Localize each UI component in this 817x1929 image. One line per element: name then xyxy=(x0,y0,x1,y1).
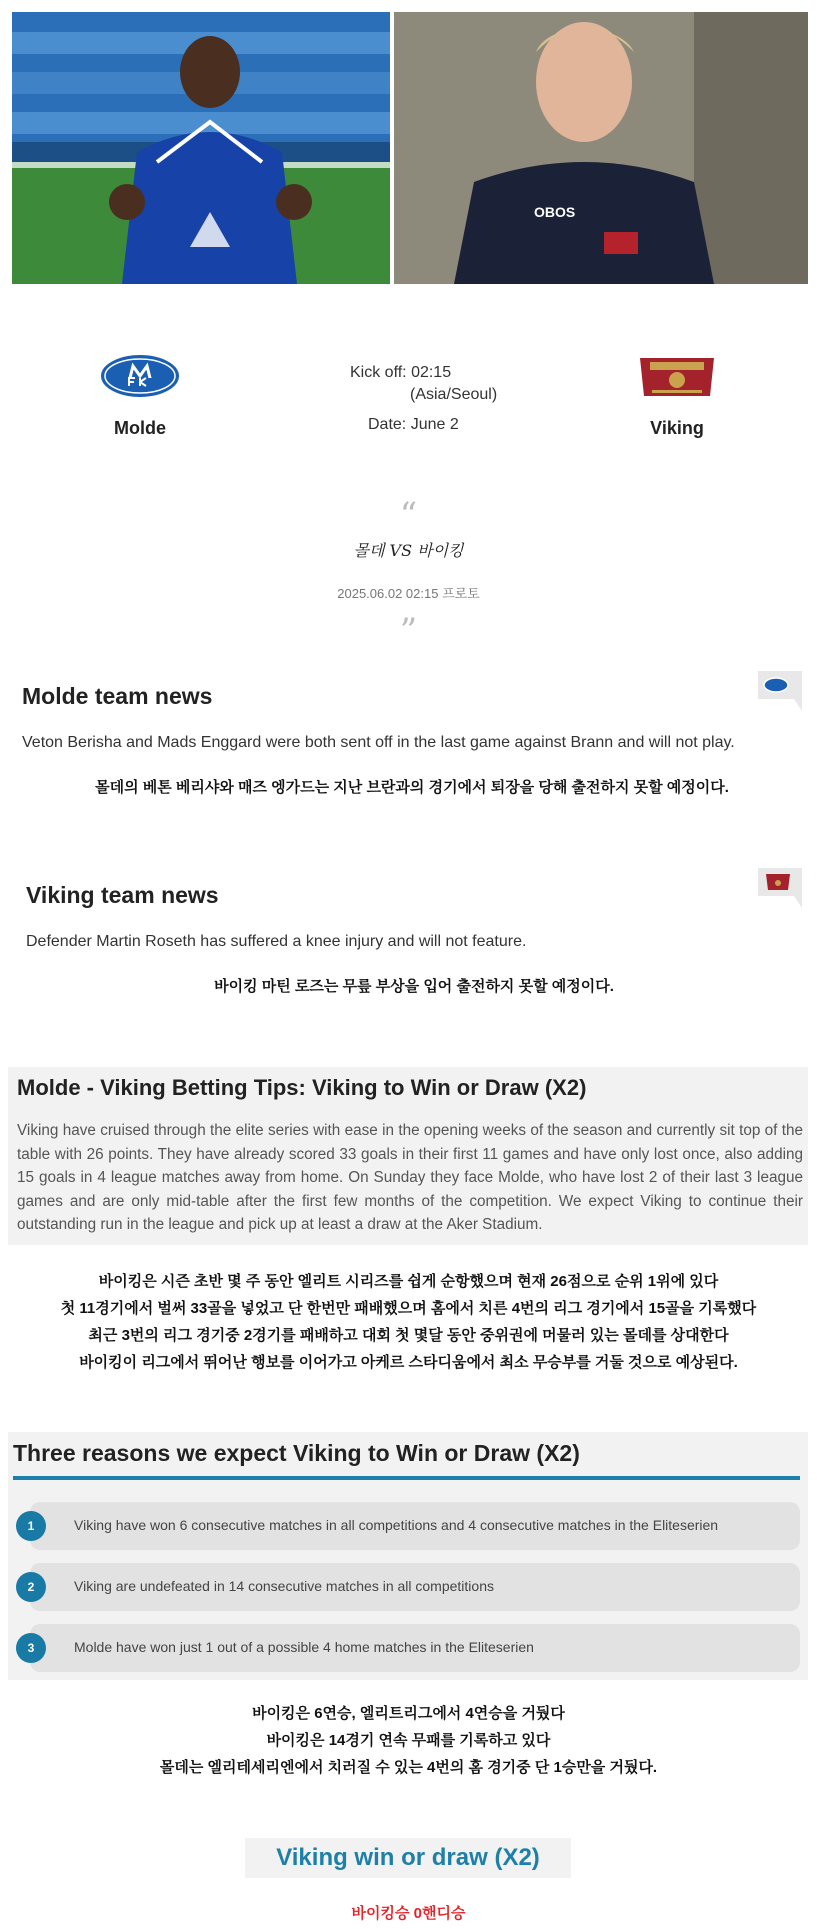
quote-meta: 2025.06.02 02:15 프로토 xyxy=(337,586,480,601)
reason-item xyxy=(27,1563,800,1611)
molde-news-korean: 몰데의 베톤 베리샤와 매즈 엥가드는 지난 브란과의 경기에서 퇴장을 당해 출전하지 못할 예정이다. xyxy=(95,779,729,796)
viking-logo-icon xyxy=(632,348,722,404)
away-team-name: Viking xyxy=(650,418,704,438)
reasons-divider xyxy=(13,1476,800,1480)
viking-player-photo xyxy=(394,12,808,284)
kickoff-info xyxy=(350,362,497,436)
match-date: Date: June 2 xyxy=(368,416,459,433)
betting-tips-title: Molde - Viking Betting Tips: Viking to Win or Draw (X2) xyxy=(17,1075,587,1100)
tips-korean-line: 최근 3번의 리그 경기중 2경기를 패배하고 대회 첫 몇달 동안 중위권에 머물러 있는 몰데를 상대한다 xyxy=(88,1327,729,1344)
reasons-korean-line: 바이킹은 14경기 연속 무패를 기록하고 있다 xyxy=(266,1732,551,1749)
reasons-korean xyxy=(0,1700,817,1781)
reason-number-badge: 1 xyxy=(16,1511,46,1541)
molde-logo-icon xyxy=(95,348,185,404)
viking-news-title: Viking team news xyxy=(26,882,219,908)
betting-tips-panel xyxy=(8,1067,808,1245)
betting-tips-body: Viking have cruised through the elite series with ease in the opening weeks of the season and currently sit top of the table with 26 points. They have already scored 33 goals in their first 11 games and have only lost once, also adding 15 goals in 4 league matches away from home. On Sunday they face Molde, who have lost 2 of their last 3 league games and are only mid-table after the first few months of the competition. We expect Viking to continue their outstanding run in the league and pick up at least a draw at the Aker Stadium. xyxy=(17,1122,803,1233)
reason-text: Molde have won just 1 out of a possible 4 home matches in the Eliteserien xyxy=(74,1639,534,1655)
home-team-name: Molde xyxy=(114,418,166,438)
quote-title: 몰데 VS 바이킹 xyxy=(353,541,464,560)
tips-korean-line: 첫 11경기에서 벌써 33골을 넣었고 단 한번만 패배했으며 홈에서 치른 4번의 리그 경기에서 15골을 기록했다 xyxy=(60,1300,757,1317)
reason-text: Viking have won 6 consecutive matches in all competitions and 4 consecutive matches in the Eliteserien xyxy=(74,1517,719,1533)
match-header xyxy=(0,340,817,460)
viking-news-korean: 바이킹 마틴 로즈는 무릎 부상을 입어 출전하지 못할 예정이다. xyxy=(214,978,614,995)
reason-item xyxy=(27,1624,800,1672)
match-quote xyxy=(0,495,817,651)
verdict-korean: 바이킹승 0핸디승 xyxy=(351,1905,466,1922)
viking-team-news xyxy=(26,882,802,996)
kickoff-time: Kick off: 02:15 xyxy=(350,364,452,381)
molde-news-english: Veton Berisha and Mads Enggard were both sent off in the last game against Brann and will not play. xyxy=(22,734,735,751)
molde-team-news xyxy=(22,683,802,797)
tips-korean-line: 바이킹은 시즌 초반 몇 주 동안 엘리트 시리즈를 쉽게 순항했으며 현재 26점으로 순위 1위에 있다 xyxy=(98,1273,719,1290)
molde-news-title: Molde team news xyxy=(22,683,213,709)
kickoff-timezone: (Asia/Seoul) xyxy=(410,386,498,403)
close-quote-icon: ” xyxy=(399,611,418,651)
tips-korean-line: 바이킹이 리그에서 뛰어난 행보를 이어가고 아케르 스타디움에서 최소 무승부를 거둘 것으로 예상된다. xyxy=(79,1354,738,1371)
open-quote-icon: “ xyxy=(399,495,418,535)
svg-text:OBOS: OBOS xyxy=(534,204,576,220)
hero-photos xyxy=(12,12,808,284)
reason-text: Viking are undefeated in 14 consecutive matches in all competitions xyxy=(74,1578,494,1594)
reasons-panel xyxy=(8,1432,808,1680)
reason-number-badge: 2 xyxy=(16,1572,46,1602)
reasons-title: Three reasons we expect Viking to Win or Draw (X2) xyxy=(13,1440,580,1466)
reasons-korean-line: 몰데는 엘리테세리엔에서 치러질 수 있는 4번의 홈 경기중 단 1승만을 거뒀다. xyxy=(159,1759,658,1776)
reason-number-badge: 3 xyxy=(16,1633,46,1663)
viking-news-english: Defender Martin Roseth has suffered a knee injury and will not feature. xyxy=(26,933,527,950)
betting-tips-korean xyxy=(0,1268,817,1376)
molde-player-photo xyxy=(12,12,390,284)
molde-badge-icon xyxy=(758,671,802,711)
reason-item xyxy=(27,1502,800,1550)
viking-badge-icon xyxy=(758,868,802,908)
reasons-korean-line: 바이킹은 6연승, 엘리트리그에서 4연승을 거뒀다 xyxy=(252,1705,565,1722)
home-team xyxy=(40,340,240,439)
away-team xyxy=(577,340,777,439)
verdict-english: Viking win or draw (X2) xyxy=(245,1838,571,1878)
